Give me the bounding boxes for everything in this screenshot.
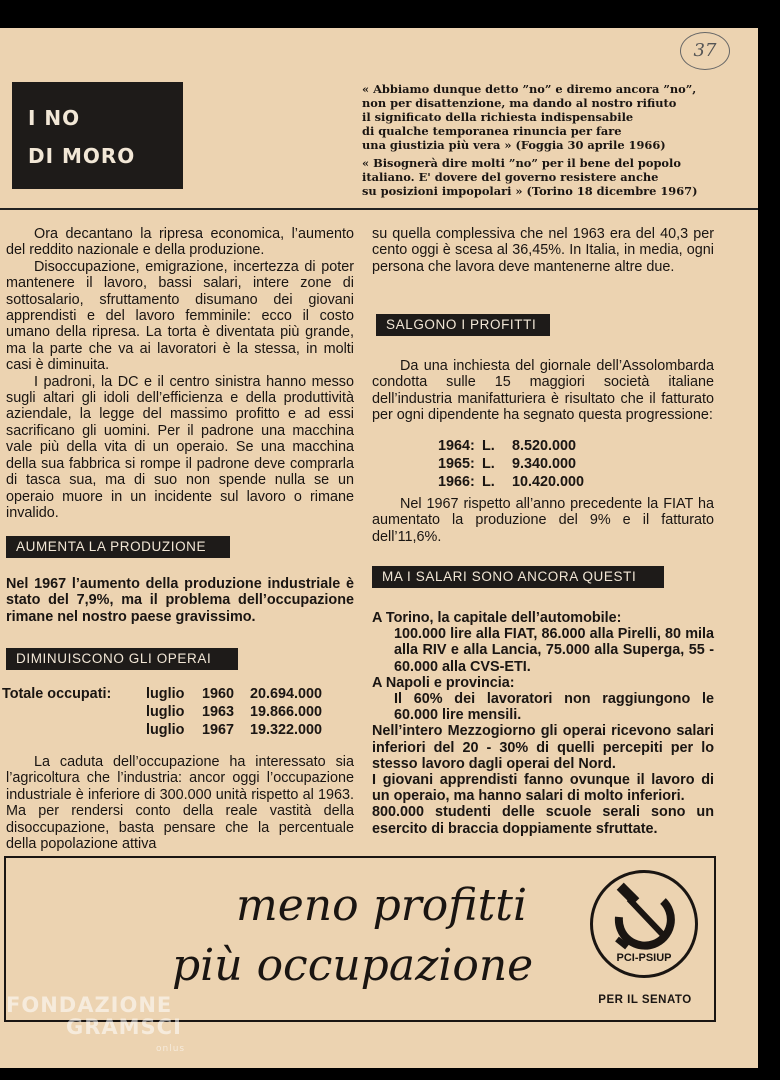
salari-lead: A Napoli e provincia: bbox=[372, 674, 515, 691]
archive-watermark bbox=[6, 994, 206, 1060]
table-cell: L. bbox=[482, 456, 495, 472]
fiat-text bbox=[372, 496, 714, 545]
slogan-line-1: meno profitti bbox=[236, 880, 528, 931]
table-cell: 1967 bbox=[202, 722, 235, 738]
table-cell: 1966: bbox=[438, 474, 475, 490]
salari-list bbox=[372, 610, 714, 837]
caduta-text bbox=[6, 754, 354, 852]
salari-lead: I giovani apprendisti fanno ovunque il lavoro di un operaio, ma hanno salari di molto inferiori. bbox=[372, 772, 714, 805]
quote-line: non per disattenzione, ma dando al nostro rifiuto bbox=[362, 96, 677, 110]
quote-line: di qualche temporanea rinuncia per fare bbox=[362, 124, 622, 138]
table-cell: 1960 bbox=[202, 686, 235, 702]
fatturato-table bbox=[372, 438, 714, 494]
heading-salari: MA I SALARI SONO ANCORA QUESTI bbox=[372, 566, 664, 588]
salari-lead: Nell’intero Mezzogiorno gli operai ricevono salari inferiori del 20 - 30% di quelli percepiti per lo stesso lavoro dagli operai del Nord. bbox=[372, 723, 714, 772]
salari-body: 100.000 lire alla FIAT, 86.000 alla Pirelli, 80 mila alla RIV e alla Lancia, 75.000 alla Superga, 55 - 60.000 alla CVS-ETI. bbox=[394, 626, 714, 675]
paragraph: La caduta dell’occupazione ha interessato sia l’agricoltura che l’industria: ancor oggi l’occupazione industriale è inferiore di 300.000 unità rispetto al 1963. Ma per rendersi conto della reale vastità della disoccupazione, basta pensare che la percentuale della popolazione attiva bbox=[6, 754, 354, 853]
salari-lead: 800.000 studenti delle scuole serali sono un esercito di braccia doppiamente sfruttate. bbox=[372, 804, 714, 837]
salari-lead: A Torino, la capitale dell’automobile: bbox=[372, 610, 622, 626]
table-cell: 19.866.000 bbox=[250, 704, 323, 720]
table-cell: L. bbox=[482, 438, 495, 454]
title-line-1: I NO bbox=[28, 106, 81, 130]
quote-foggia bbox=[362, 82, 724, 152]
title-box bbox=[12, 82, 183, 189]
watermark-line: FONDAZIONE bbox=[6, 993, 173, 1017]
table-cell: luglio bbox=[146, 722, 185, 738]
occupati-label: Totale occupati: bbox=[2, 686, 112, 702]
page-number: 37 bbox=[680, 32, 730, 70]
quote-line: « Abbiamo dunque detto ”no” e diremo ancora ”no”, bbox=[362, 82, 697, 96]
logo-text: PCI-PSIUP bbox=[616, 952, 672, 964]
document-page bbox=[0, 28, 758, 1068]
table-cell: L. bbox=[482, 474, 495, 490]
quote-line: « Bisognerà dire molti ”no” per il bene del popolo bbox=[362, 156, 681, 170]
salari-item bbox=[372, 723, 714, 772]
paragraph: I padroni, la DC e il centro sinistra hanno messo sugli altari gli idoli dell’efficienza e della produttività aziendale, la legge del massimo profitto e ad essi sacrificano gli uomini. Per il padrone una macchina vale più della vita di un operaio. Se una macchina della sua fabbrica si rompe il padrone deve comprarla di tasca sua, ma di suo non spende nulla se un operaio muore in un incidente sul lavoro o rimane invalido. bbox=[6, 373, 354, 521]
profitti-text bbox=[372, 358, 714, 424]
table-cell: 19.322.000 bbox=[250, 722, 323, 738]
quote-line: una giustizia più vera » (Foggia 30 aprile 1966) bbox=[362, 138, 666, 152]
produzione-text: Nel 1967 l’aumento della produzione industriale è stato del 7,9%, ma il problema dell’occupazione rimane nel nostro paese gravissimo. bbox=[6, 576, 354, 625]
table-cell: 20.694.000 bbox=[250, 686, 323, 702]
salari-item bbox=[372, 772, 714, 804]
paragraph: Ora decantano la ripresa economica, l’aumento del reddito nazionale e della produzione. bbox=[6, 226, 354, 259]
table-cell: 10.420.000 bbox=[512, 474, 585, 490]
paragraph: Nel 1967 rispetto all’anno precedente la FIAT ha aumentato la produzione del 9% e il fatturato dell’11,6%. bbox=[372, 496, 714, 545]
table-cell: 1963 bbox=[202, 704, 235, 720]
table-cell: 9.340.000 bbox=[512, 456, 577, 472]
salari-item bbox=[372, 804, 714, 836]
title-line-2: DI MORO bbox=[28, 144, 136, 168]
quote-line: il significato della richiesta indispensabile bbox=[362, 110, 634, 124]
quote-torino bbox=[362, 156, 724, 198]
watermark-line: GRAMSCI bbox=[66, 1015, 182, 1039]
paragraph: Da una inchiesta del giornale dell’Assolombarda condotta sulle 15 maggiori società italiane dell’industria manifatturiera è risultato che il fatturato per ogni dipendente ha segnato questa progressione: bbox=[372, 358, 714, 424]
header-divider bbox=[0, 208, 758, 210]
quote-line: italiano. E' dovere del governo resistere anche bbox=[362, 170, 659, 184]
salari-item bbox=[372, 675, 714, 724]
table-cell: luglio bbox=[146, 704, 185, 720]
heading-diminuiscono-operai: DIMINUISCONO GLI OPERAI bbox=[6, 648, 238, 670]
continuation-text: su quella complessiva che nel 1963 era del 40,3 per cento oggi è scesa al 36,45%. In Italia, in media, ogni persona che lavora deve mantenerne altre due. bbox=[372, 226, 714, 275]
table-cell: 1964: bbox=[438, 438, 475, 454]
table-cell: 8.520.000 bbox=[512, 438, 577, 454]
occupati-table bbox=[0, 686, 360, 746]
salari-item bbox=[372, 610, 714, 675]
table-cell: luglio bbox=[146, 686, 185, 702]
quote-line: su posizioni impopolari » (Torino 18 dicembre 1967) bbox=[362, 184, 698, 198]
per-il-senato: PER IL SENATO bbox=[598, 994, 692, 1006]
salari-body: Il 60% dei lavoratori non raggiungono le 60.000 lire mensili. bbox=[394, 691, 714, 724]
heading-aumenta-produzione: AUMENTA LA PRODUZIONE bbox=[6, 536, 230, 558]
intro-text bbox=[6, 226, 354, 521]
table-cell: 1965: bbox=[438, 456, 475, 472]
paragraph: Disoccupazione, emigrazione, incertezza di poter mantenere il lavoro, bassi salari, intere zone di sottosalario, sfruttamento disumano dei giovani apprendisti e del lavoro femminile: ecco il costo umano della ripresa. La torta è diventata più grande, ma la parte che va ai lavoratori è la stessa, in molti casi è diminuita. bbox=[6, 258, 354, 374]
watermark-line: onlus bbox=[156, 1044, 186, 1054]
slogan-line-2: più occupazione bbox=[172, 940, 534, 991]
heading-salgono-profitti: SALGONO I PROFITTI bbox=[376, 314, 550, 336]
